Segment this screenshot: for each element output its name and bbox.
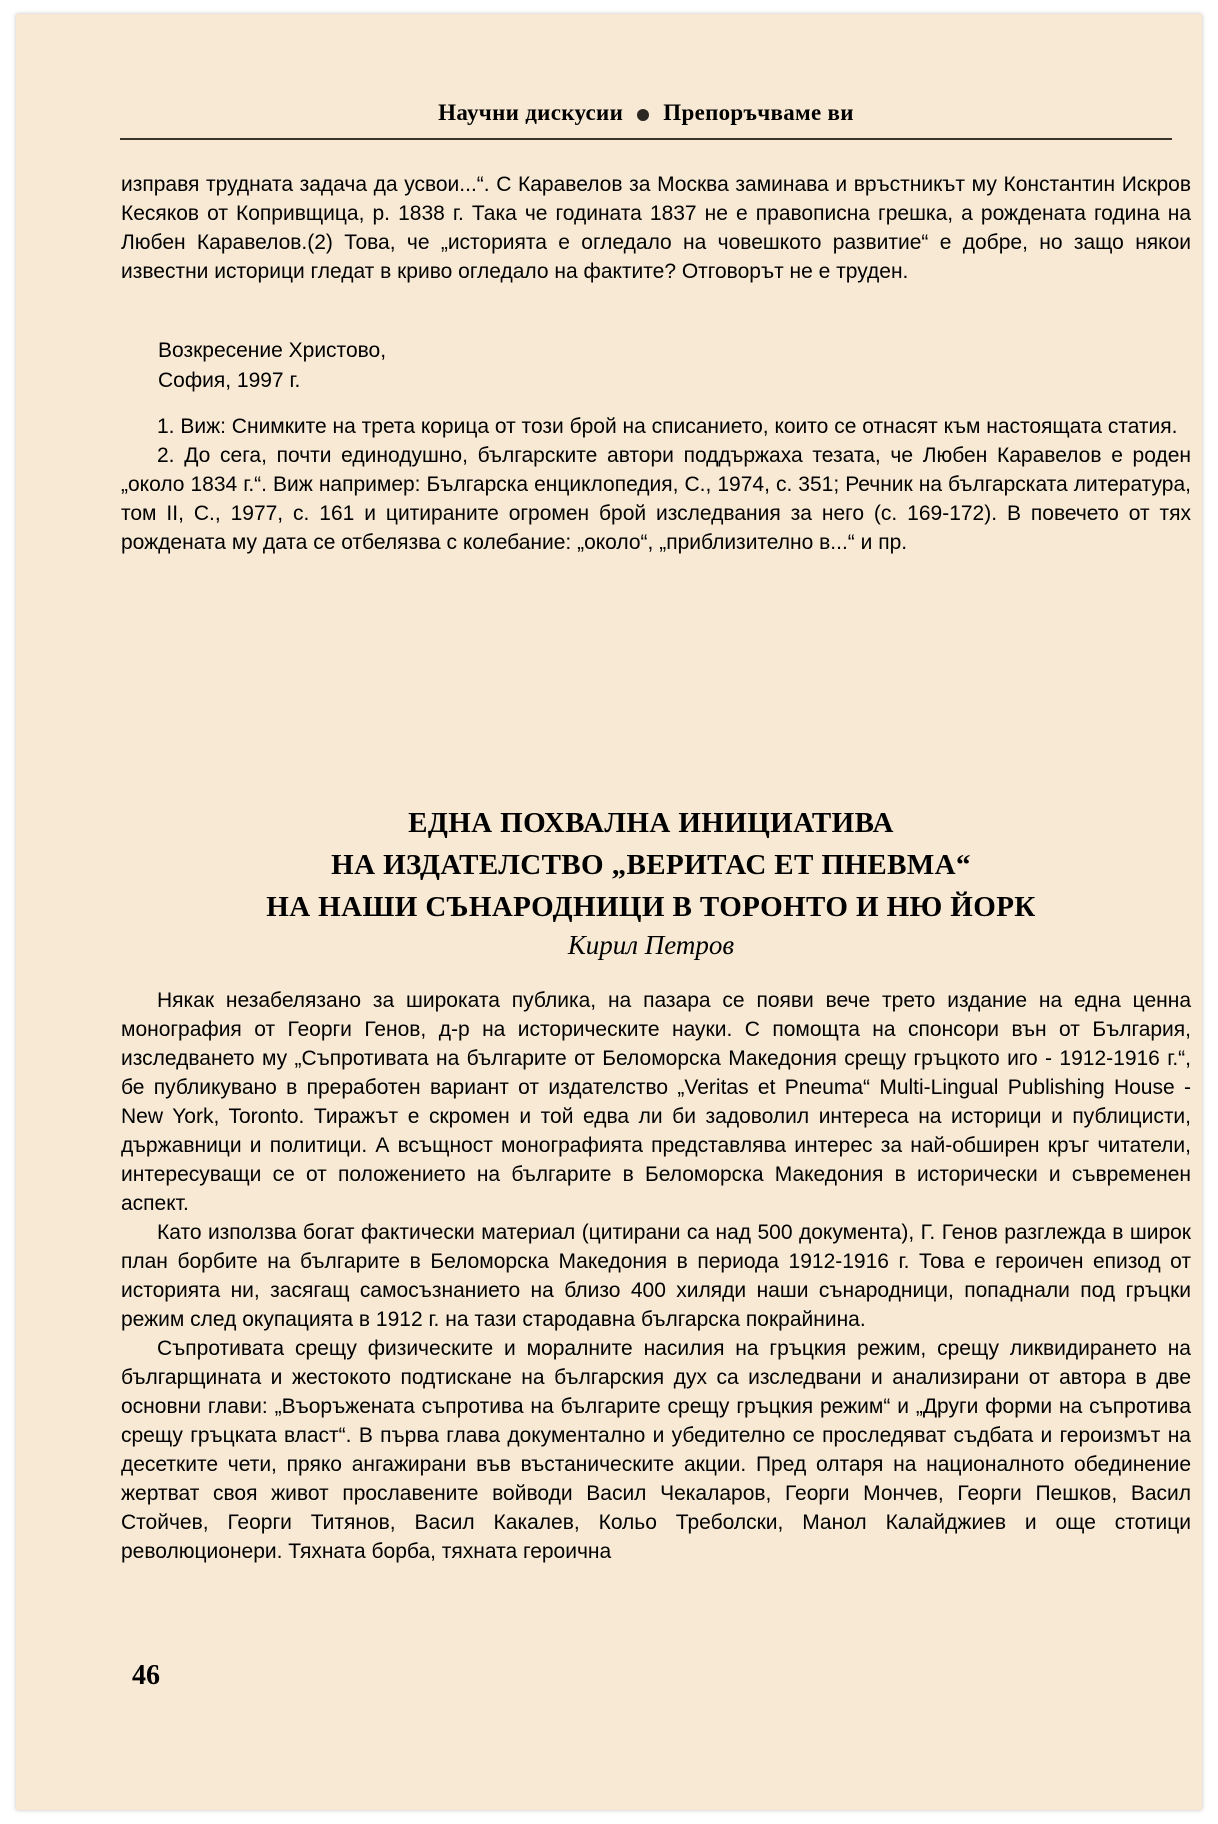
section-right-label: Препоръчваме ви [663,100,854,125]
closing-line-2: София, 1997 г. [158,369,301,392]
ending-paragraph: изправя трудната задача да усвои...“. С Каравелов за Москва заминава и връстникът му Константин Искров Кесяков от Копривщица, р. 1838 г. Така че годината 1837 не е правописна грешка, а рождената година на Любен Каравелов.(2) Това, че „историята е огледало на човешкото развитие“ е добре, но защо някои известни историци гледат в криво огледало на фактите? Отговорът не е труден. [121,173,1191,283]
article-title [120,802,1182,928]
page-number: 46 [132,1660,160,1691]
footnote-1: 1. Виж: Снимките на трета корица от този брой на списанието, които се отнасят към настоящата статия. [157,415,1178,438]
body-paragraph-1: Някак незабелязано за широката публика, на пазара се появи вече трето издание на една ценна монография от Георги Генов, д-р на историческите науки. С помощта на спонсори вън от България, изследването му „Съпротивата на българите от Беломорска Македония срещу гръцкото иго - 1912-1916 г.“, бе публикувано в преработен вариант от издателство „Veritas et Pneuma“ Multi-Lingual Publishing House - New York, Toronto. Тиражът е скромен и той едва ли би задоволил интереса на историци и публицисти, държавници и политици. А всъщност монографията представлява интерес за най-обширен кръг читатели, интересуващи се от положението на българите в Беломорска Македония в исторически и съвременен аспект. [121,989,1191,1215]
article-body [121,986,1191,1566]
closing-block [158,336,386,396]
previous-article-ending [121,170,1191,286]
title-line-3: НА НАШИ СЪНАРОДНИЦИ В ТОРОНТО И НЮ ЙОРК [266,891,1036,923]
section-left-label: Научни дискусии [438,100,624,125]
body-paragraph-3: Съпротивата срещу физическите и моралните насилия на гръцкия режим, срещу ликвидирането на българщината и жестокото подтискане на българския дух са изследвани и анализирани от автора в две основни глави: „Въоръжената съпротива на българите срещу гръцкия режим“ и „Други форми на съпротива срещу гръцката власт“. В първа глава документално и убедително се проследяват съдбата и героизмът на десетките чети, пряко ангажирани във въстаническите акции. Пред олтаря на националното обединение жертват своя живот прославените войводи Васил Чекаларов, Георги Мончев, Георги Пешков, Васил Стойчев, Георги Титянов, Васил Какалев, Кольо Треболски, Манол Калайджиев и още стотици революционери. Тяхната борба, тяхната героична [121,1337,1191,1563]
body-paragraph-2: Като използва богат фактически материал (цитирани са над 500 документа), Г. Генов разглежда в широк план борбите на българите в Беломорска Македония в периода 1912-1916 г. Това е героичен епизод от историята ни, засягащ самосъзнанието на близо 400 хиляди наши сънародници, попаднали под гръцки режим след окупацията в 1912 г. на тази стародавна българска покрайнина. [121,1221,1191,1331]
bullet-separator-icon [637,109,649,121]
title-line-2: НА ИЗДАТЕЛСТВО „ВЕРИТАС ЕТ ПНЕВМА“ [331,849,971,881]
article-author: Кирил Петров [567,930,735,960]
closing-line-1: Возкресение Христово, [158,339,387,362]
footnotes [121,412,1191,557]
title-line-1: ЕДНА ПОХВАЛНА ИНИЦИАТИВА [408,807,894,839]
footnote-2: 2. До сега, почти единодушно, българските автори поддържаха тезата, че Любен Каравелов е роден „около 1834 г.“. Виж например: Българска енциклопедия, С., 1974, с. 351; Речник на българската литература, том II, С., 1977, с. 161 и цитираните огромен брой изследвания за него (с. 169-172). В повечето от тях рождената му дата се отбелязва с колебание: „около“, „приблизително в...“ и пр. [121,444,1191,554]
running-header [120,100,1172,126]
header-rule [120,138,1172,140]
